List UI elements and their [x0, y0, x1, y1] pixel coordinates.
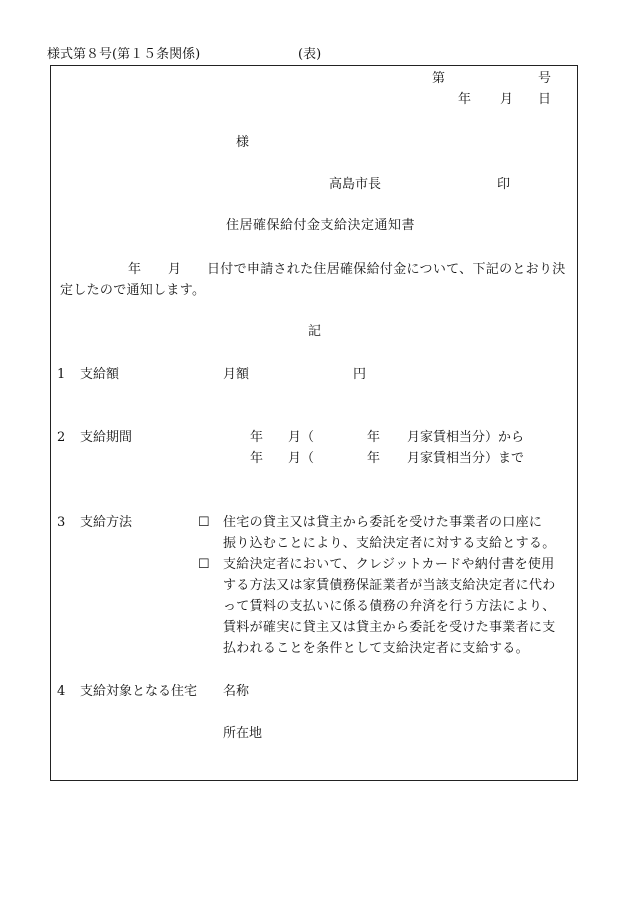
period-from-month: 月（ — [288, 430, 315, 445]
doc-number-suffix: 号 — [538, 71, 552, 86]
method-option-2-line-3: って賃料の支払いに係る債務の弁済を行う方法により、 — [223, 599, 556, 614]
method-option-2-line-2: する方法又は家賃債務保証業者が当該支給決定者に代わ — [223, 578, 556, 593]
method-option-2-line-5: 払われることを条件として支給決定者に支給する。 — [223, 641, 529, 656]
item-3-label: 支給方法 — [80, 515, 133, 530]
intro-year: 年 — [128, 262, 142, 277]
method-option-1-line-1: 住宅の貸主又は貸主から委託を受けた事業者の口座に — [223, 515, 543, 530]
housing-name-label: 名称 — [223, 684, 250, 699]
method-option-1-checkbox[interactable]: ☐ — [198, 515, 210, 530]
date-year: 年 — [458, 92, 472, 107]
item-4-label: 支給対象となる住宅 — [80, 684, 198, 699]
intro-line2: 定したので通知します。 — [60, 283, 206, 298]
form-number: 様式第８号(第１５条関係) — [47, 47, 201, 62]
method-option-1-line-2: 振り込むことにより、支給決定者に対する支給とする。 — [223, 536, 556, 551]
seal-mark: 印 — [497, 177, 511, 192]
method-option-2-checkbox[interactable]: ☐ — [198, 557, 210, 572]
yen-unit: 円 — [353, 367, 367, 382]
method-option-2-line-1: 支給決定者において、クレジットカードや納付書を使用 — [223, 557, 555, 572]
period-to-rent-year: 年 — [367, 451, 381, 466]
issuer-name: 高島市長 — [329, 177, 382, 192]
method-option-2-line-4: 賃料が確実に貸主又は貸主から委託を受けた事業者に支 — [223, 620, 556, 635]
doc-number-prefix: 第 — [432, 71, 446, 86]
item-3-number: 3 — [57, 515, 66, 530]
date-day: 日 — [538, 92, 552, 107]
item-2-label: 支給期間 — [80, 430, 133, 445]
ki-heading: 記 — [308, 324, 322, 339]
document-frame — [50, 65, 578, 781]
period-from-tail: から — [498, 430, 525, 445]
intro-month: 月 — [168, 262, 182, 277]
item-2-number: 2 — [57, 430, 66, 445]
period-to-tail: まで — [498, 451, 525, 466]
monthly-amount-label: 月額 — [223, 367, 250, 382]
intro-line1: 日付で申請された住居確保給付金について、下記のとおり決 — [207, 262, 566, 277]
period-to-rent: 月家賃相当分） — [407, 451, 499, 466]
period-from-year: 年 — [250, 430, 264, 445]
period-to-month: 月（ — [288, 451, 315, 466]
addressee-honorific: 様 — [236, 135, 250, 150]
date-month: 月 — [500, 92, 514, 107]
housing-address-label: 所在地 — [223, 726, 263, 741]
period-from-rent: 月家賃相当分） — [407, 430, 499, 445]
item-1-label: 支給額 — [80, 367, 120, 382]
period-from-rent-year: 年 — [367, 430, 381, 445]
document-title: 住居確保給付金支給決定通知書 — [226, 218, 416, 233]
item-1-number: 1 — [57, 367, 66, 382]
item-4-number: 4 — [57, 684, 66, 699]
form-side-label: (表) — [298, 47, 322, 62]
period-to-year: 年 — [250, 451, 264, 466]
